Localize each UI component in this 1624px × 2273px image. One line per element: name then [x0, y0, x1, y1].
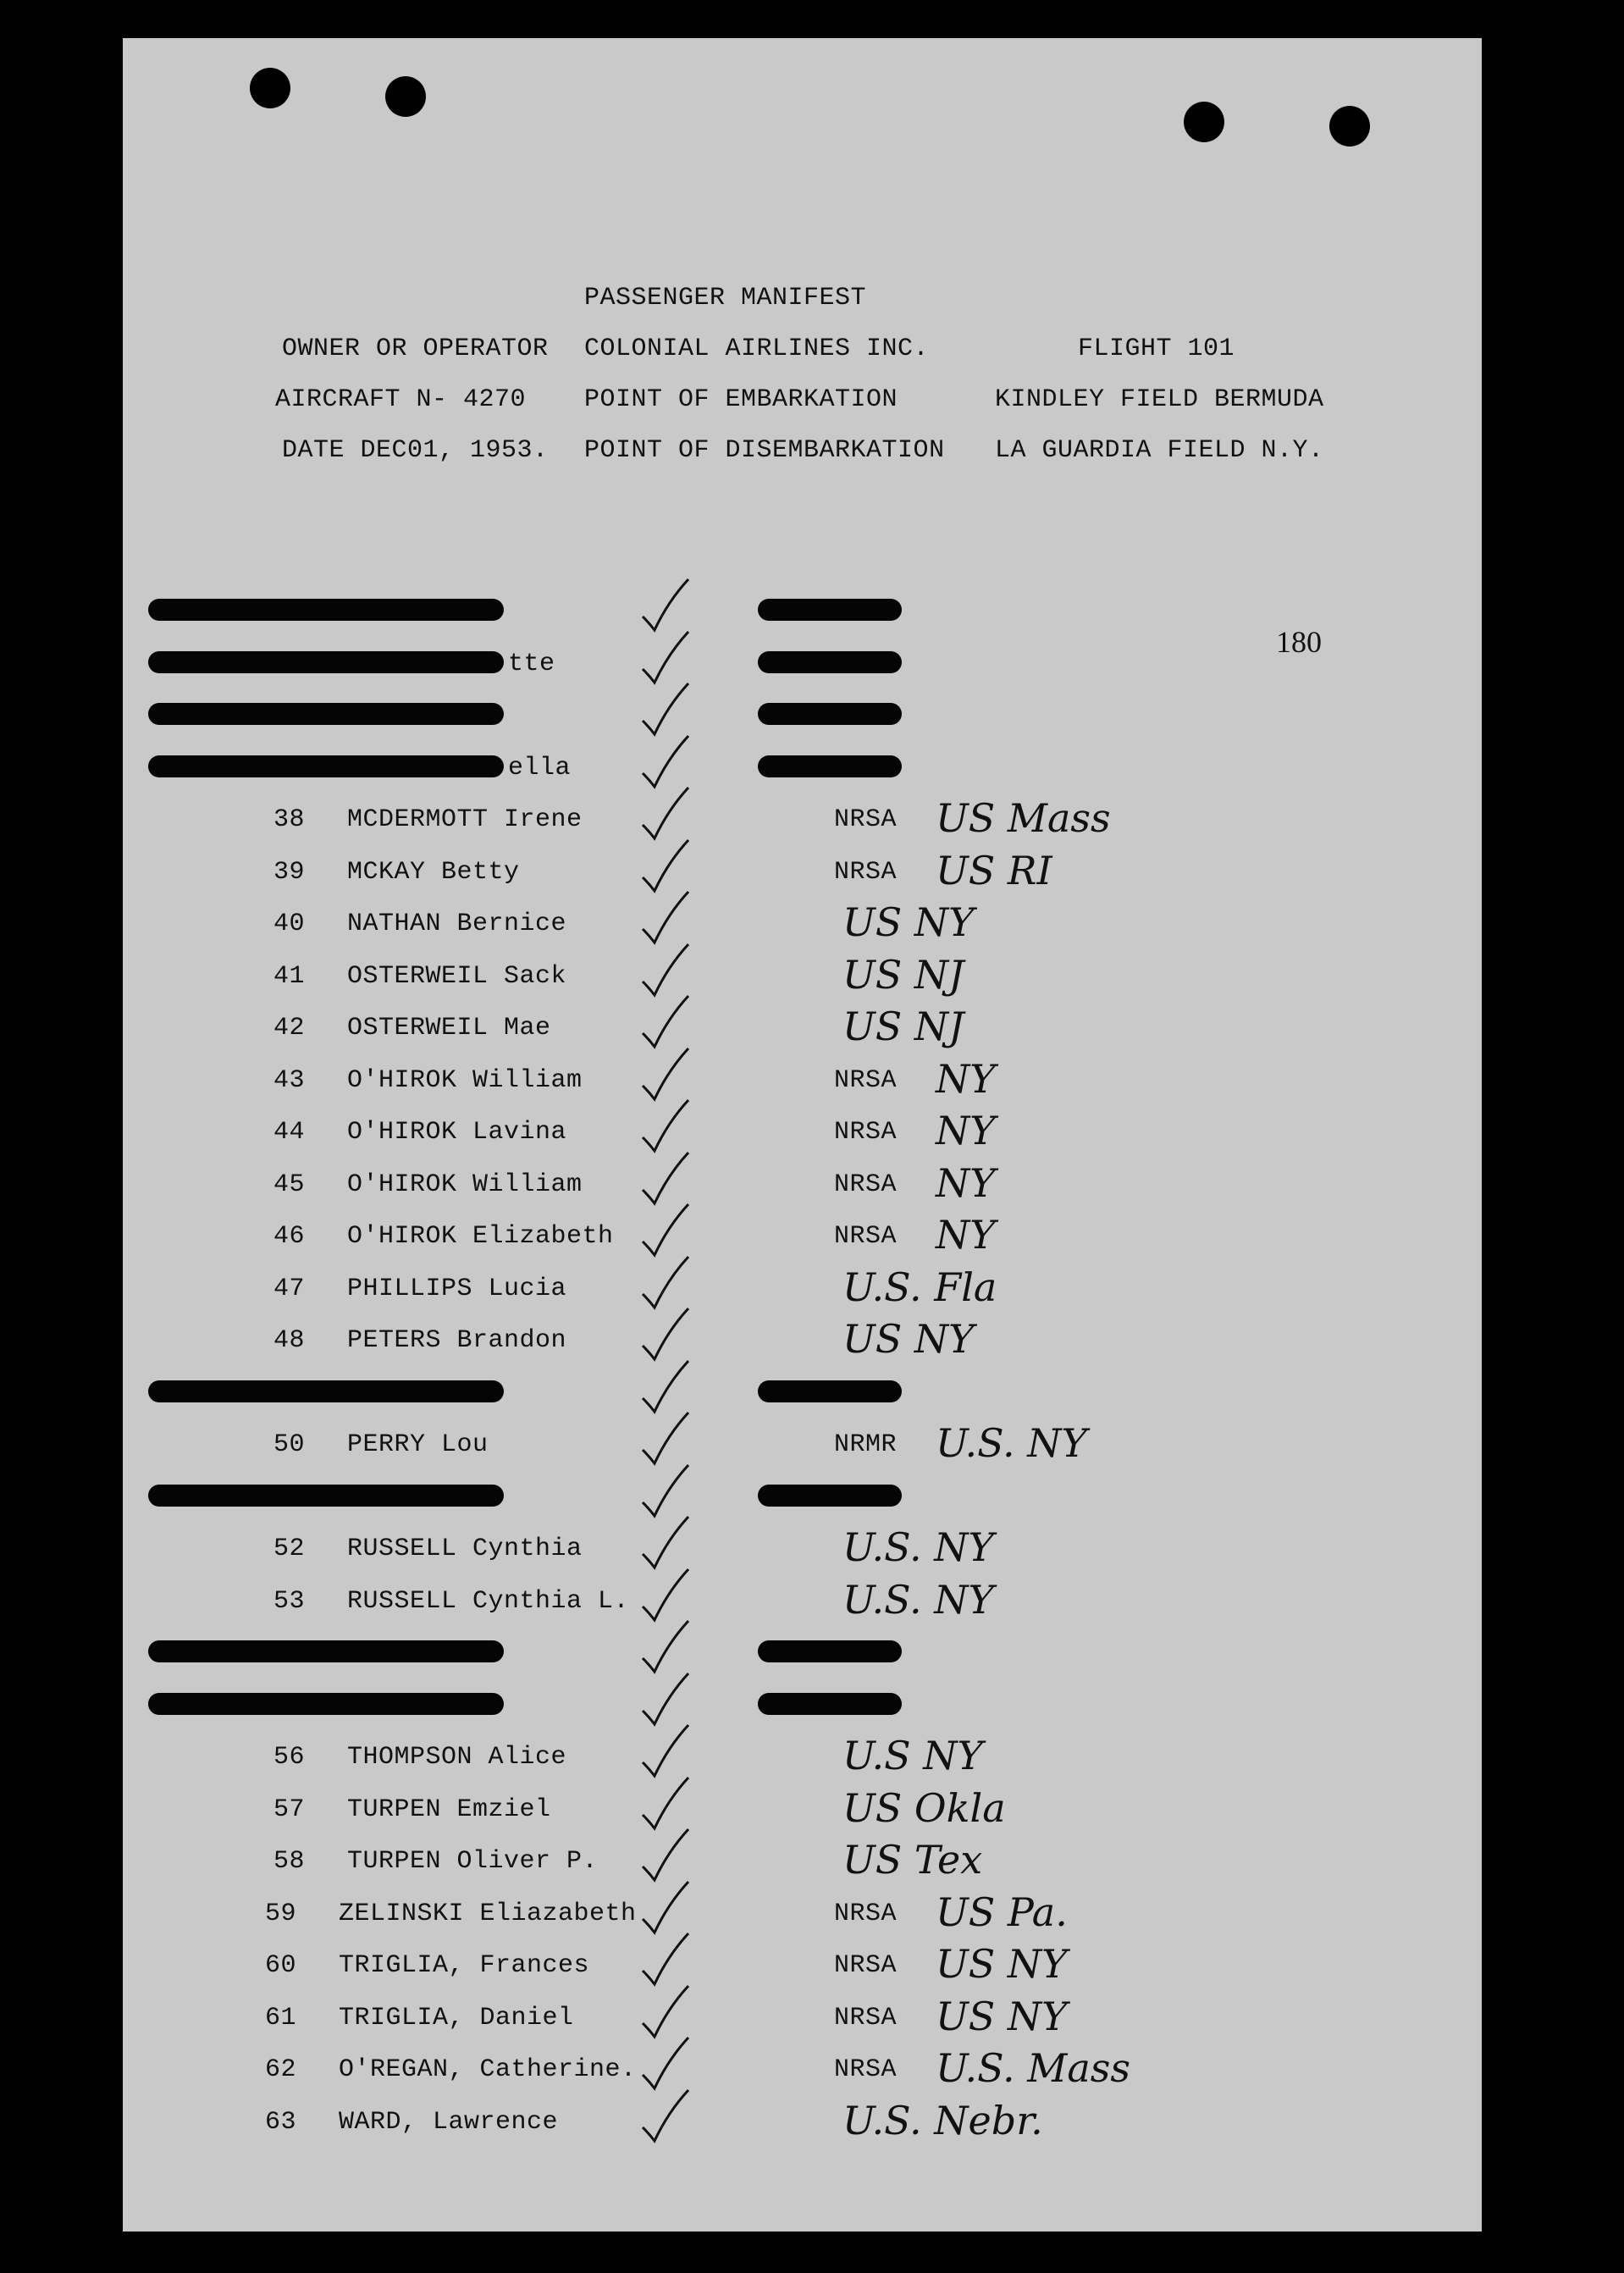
disembarkation-label: POINT OF DISEMBARKATION — [584, 436, 945, 465]
checkmark-icon — [639, 1618, 690, 1677]
handwritten-citizenship-note: U.S. Mass — [936, 2045, 1131, 2091]
checkmark-icon — [639, 680, 690, 739]
passenger-name: PERRY Lou — [347, 1430, 489, 1459]
manifest-title: PASSENGER MANIFEST — [584, 284, 867, 312]
row-number: 62 — [265, 2055, 297, 2084]
redaction-bar — [758, 1693, 902, 1715]
row-number: 58 — [273, 1847, 306, 1876]
row-number: 61 — [265, 2003, 297, 2032]
passenger-name: TURPEN Oliver P. — [347, 1847, 599, 1876]
handwritten-citizenship-note: US NJ — [842, 951, 964, 998]
row-number: 53 — [273, 1586, 306, 1616]
status-code: NRSA — [834, 1118, 898, 1147]
checkmark-icon — [639, 941, 690, 1000]
redaction-bar — [148, 599, 504, 621]
checkmark-icon — [639, 1201, 690, 1260]
handwritten-citizenship-note: US Tex — [842, 1837, 983, 1883]
checkmark-icon — [639, 2034, 690, 2093]
checkmark-icon — [639, 993, 690, 1052]
passenger-name: TURPEN Emziel — [347, 1795, 551, 1824]
row-number: 45 — [273, 1170, 306, 1199]
checkmark-icon — [639, 1358, 690, 1417]
handwritten-citizenship-note: U.S. NY — [842, 1524, 994, 1570]
redaction-bar — [758, 755, 902, 777]
redaction-bar — [148, 1640, 504, 1662]
status-code: NRSA — [834, 1065, 898, 1095]
redaction-bar — [758, 1380, 902, 1402]
status-code: NRSA — [834, 2003, 898, 2032]
redacted-name-fragment: tte — [508, 649, 555, 678]
passenger-name: MCKAY Betty — [347, 857, 520, 887]
checkmark-icon — [639, 1149, 690, 1208]
passenger-name: OSTERWEIL Sack — [347, 961, 567, 991]
checkmark-icon — [639, 1097, 690, 1156]
redaction-bar — [148, 1693, 504, 1715]
handwritten-citizenship-note: U.S. NY — [936, 1420, 1087, 1466]
row-number: 42 — [273, 1014, 306, 1042]
redaction-bar — [148, 1380, 504, 1402]
row-number: 50 — [273, 1430, 306, 1459]
passenger-name: TRIGLIA, Frances — [339, 1951, 590, 1980]
checkmark-icon — [639, 2087, 690, 2146]
checkmark-icon — [639, 1045, 690, 1104]
embarkation-label: POINT OF EMBARKATION — [584, 385, 898, 414]
handwritten-citizenship-note: US Pa. — [936, 1889, 1068, 1935]
checkmark-icon — [639, 576, 690, 635]
passenger-name: O'HIROK Elizabeth — [347, 1222, 614, 1251]
flight-date: DATE DEC01, 1953. — [282, 436, 549, 465]
row-number: 46 — [273, 1222, 306, 1251]
redaction-bar — [758, 703, 902, 725]
handwritten-citizenship-note: US Okla — [842, 1784, 1006, 1831]
handwritten-citizenship-note: U.S. NY — [842, 1576, 994, 1623]
checkmark-icon — [639, 784, 690, 843]
owner-label: OWNER OR OPERATOR — [282, 335, 549, 363]
passenger-name: WARD, Lawrence — [339, 2107, 559, 2137]
owner-value: COLONIAL AIRLINES INC. — [584, 335, 930, 363]
row-number: 56 — [273, 1743, 306, 1772]
status-code: NRMR — [834, 1430, 898, 1459]
checkmark-icon — [639, 1462, 690, 1521]
status-code: NRSA — [834, 1222, 898, 1251]
redaction-bar — [148, 703, 504, 725]
status-code: NRSA — [834, 1170, 898, 1199]
row-number: 40 — [273, 910, 306, 938]
checkmark-icon — [639, 1513, 690, 1573]
status-code: NRSA — [834, 857, 898, 887]
row-number: 59 — [265, 1899, 297, 1928]
checkmark-icon — [639, 1774, 690, 1833]
redaction-bar — [758, 1640, 902, 1662]
handwritten-citizenship-note: US Mass — [936, 795, 1111, 841]
handwritten-citizenship-note: U.S. Fla — [842, 1264, 997, 1310]
redaction-bar — [148, 755, 504, 777]
passenger-name: RUSSELL Cynthia L. — [347, 1586, 630, 1616]
passenger-name: TRIGLIA, Daniel — [339, 2003, 574, 2032]
row-number: 39 — [273, 857, 306, 887]
handwritten-citizenship-note: US NJ — [842, 1004, 964, 1049]
checkmark-icon — [639, 837, 690, 896]
passenger-name: RUSSELL Cynthia — [347, 1535, 583, 1563]
embarkation-value: KINDLEY FIELD BERMUDA — [995, 385, 1324, 414]
handwritten-citizenship-note: NY — [936, 1159, 996, 1206]
checkmark-icon — [639, 1409, 690, 1468]
passenger-name: MCDERMOTT Irene — [347, 805, 583, 834]
row-number: 38 — [273, 805, 306, 834]
row-number: 48 — [273, 1326, 306, 1355]
punch-hole — [385, 76, 426, 117]
passenger-name: O'HIROK Lavina — [347, 1118, 567, 1147]
checkmark-icon — [639, 1670, 690, 1729]
checkmark-icon — [639, 628, 690, 688]
passenger-name: O'REGAN, Catherine. — [339, 2055, 637, 2084]
passenger-name: O'HIROK William — [347, 1170, 583, 1199]
row-number: 57 — [273, 1795, 306, 1824]
checkmark-icon — [639, 1983, 690, 2042]
row-number: 43 — [273, 1065, 306, 1095]
status-code: NRSA — [834, 805, 898, 834]
punch-hole — [1329, 106, 1370, 147]
checkmark-icon — [639, 1566, 690, 1625]
passenger-name: NATHAN Bernice — [347, 910, 567, 938]
handwritten-citizenship-note: NY — [936, 1055, 996, 1102]
passenger-name: OSTERWEIL Mae — [347, 1014, 551, 1042]
redaction-bar — [148, 651, 504, 673]
redaction-bar — [758, 651, 902, 673]
row-number: 60 — [265, 1951, 297, 1980]
passenger-name: PHILLIPS Lucia — [347, 1274, 567, 1303]
handwritten-citizenship-note: US NY — [842, 1316, 975, 1362]
status-code: NRSA — [834, 1899, 898, 1928]
row-number: 47 — [273, 1274, 306, 1303]
manifest-sheet — [123, 38, 1482, 2232]
checkmark-icon — [639, 1930, 690, 1989]
handwritten-citizenship-note: US RI — [936, 847, 1052, 893]
handwritten-citizenship-note: US NY — [842, 899, 975, 945]
row-number: 52 — [273, 1535, 306, 1563]
page-number: 180 — [1276, 625, 1322, 659]
passenger-name: O'HIROK William — [347, 1065, 583, 1095]
passenger-name: PETERS Brandon — [347, 1326, 567, 1355]
handwritten-citizenship-note: US NY — [936, 1941, 1068, 1987]
handwritten-citizenship-note: NY — [936, 1108, 996, 1153]
status-code: NRSA — [834, 2055, 898, 2084]
checkmark-icon — [639, 733, 690, 792]
checkmark-icon — [639, 1722, 690, 1781]
checkmark-icon — [639, 1253, 690, 1313]
redaction-bar — [148, 1485, 504, 1507]
checkmark-icon — [639, 1305, 690, 1364]
punch-hole — [250, 68, 290, 108]
handwritten-citizenship-note: US NY — [936, 1993, 1068, 2039]
row-number: 44 — [273, 1118, 306, 1147]
flight-number: FLIGHT 101 — [1078, 335, 1235, 363]
handwritten-citizenship-note: U.S NY — [842, 1733, 983, 1778]
redacted-name-fragment: ella — [508, 753, 572, 783]
disembarkation-value: LA GUARDIA FIELD N.Y. — [995, 436, 1324, 465]
row-number: 41 — [273, 961, 306, 991]
redaction-bar — [758, 1485, 902, 1507]
punch-hole — [1184, 102, 1224, 142]
passenger-name: ZELINSKI Eliazabeth — [339, 1899, 637, 1928]
aircraft-number: AIRCRAFT N- 4270 — [275, 385, 527, 414]
checkmark-icon — [639, 1878, 690, 1938]
checkmark-icon — [639, 888, 690, 948]
handwritten-citizenship-note: NY — [936, 1212, 996, 1258]
row-number: 63 — [265, 2107, 297, 2137]
handwritten-citizenship-note: U.S. Nebr. — [842, 2097, 1043, 2143]
status-code: NRSA — [834, 1951, 898, 1980]
redaction-bar — [758, 599, 902, 621]
checkmark-icon — [639, 1826, 690, 1885]
passenger-name: THOMPSON Alice — [347, 1743, 567, 1772]
